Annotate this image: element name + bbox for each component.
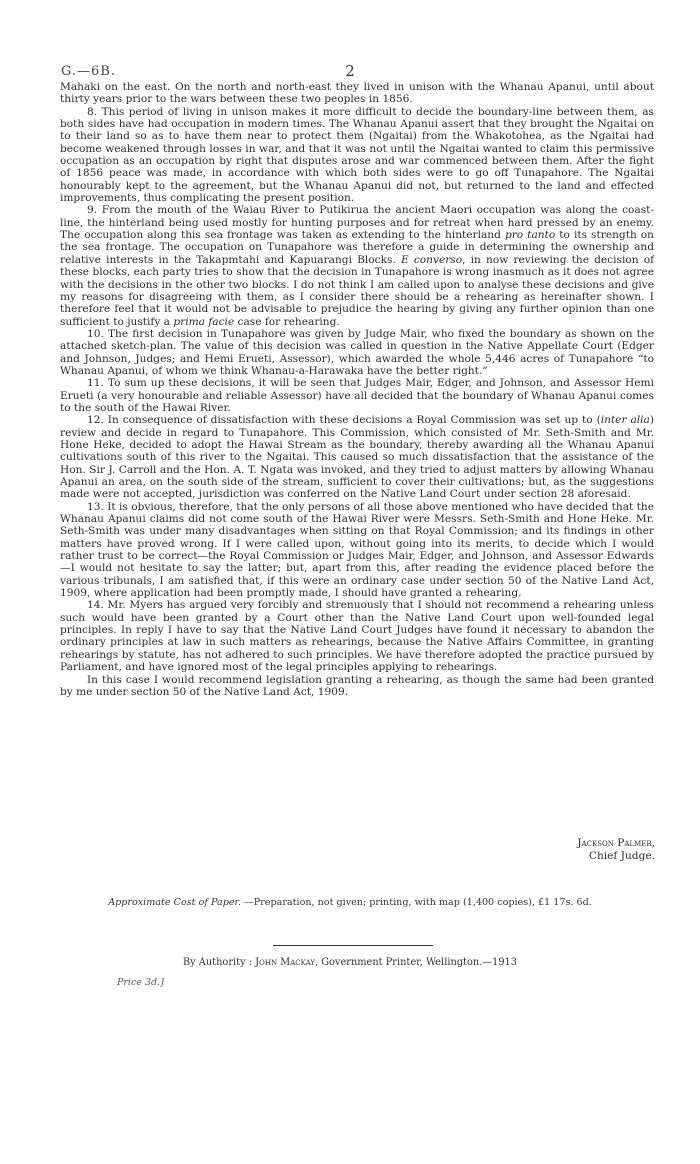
- cost-line: [0, 897, 700, 908]
- paragraph-13: 13. It is obvious, therefore, that the only persons of all those above mentioned who have decided that the Whanau Apanui claims did not come south of the Hawai River were Messrs. Seth-Smith and Hone Heke. Mr. Seth-Smith was under many disadvantages when sitting on that Royal Commission; and its findings in other matters have proved wrong. If I were called upon, without going into its merits, to decide which I would rather trust to be correct—the Royal Commission or Judges Mair, Edger, and Johnson, and Assessor Edwards—I would not hesitate to say the latter; but, apart from this, after reading the evidence placed before the various tribunals, I am satisfied that, if this were an ordinary case under section 50 of the Native Land Act, 1909, where application had been promptly made, I should have granted a rehearing.: [60, 500, 654, 600]
- paragraph-8: 8. This period of living in unison makes it more difficult to decide the boundary-line between them, as both sides have had occupation in modern times. The Whanau Apanui assert that they brought the Ngaitai on to their land so as to have them near to protect them (Ngaitai) from the Whakotohea, as the Ngaitai had become weakened through losses in war, and that it was not until the Ngaitai wanted to claim this permissive occupation as an occupation by right that disputes arose and war commenced between them. After the fight of 1856 peace was made, in accordance with which both sides were to go off Tunapahore. The Ngaitai honourably kept to the agreement, but the Whanau Apanui did not, but returned to the land and effected improvements, thus complicating the present position.: [60, 105, 654, 205]
- cost-text: —Preparation, not given; printing, with map (1,400 copies), £1 17s. 6d.: [244, 897, 592, 908]
- page-number: 2: [345, 62, 355, 80]
- footer-divider: [273, 945, 433, 946]
- paragraph-7-continuation: Mahaki on the east. On the north and north-east they lived in unison with the Whanau Apanui, until about thirty years prior to the wars between these two peoples in 1856.: [60, 81, 654, 106]
- printer-line: [0, 957, 700, 968]
- cost-label: Approximate Cost of Paper.: [108, 897, 242, 908]
- closing-paragraph: In this case I would recommend legislation granting a rehearing, as though the same had been granted by me under section 50 of the Native Land Act, 1909.: [60, 673, 654, 698]
- paragraph-10: 10. The first decision in Tunapahore was given by Judge Mair, who fixed the boundary as shown on the attached sketch-plan. The value of this decision was called in question in the Native Appellate Court (Edger and Johnson, Judges; and Hemi Erueti, Assessor), which awarded the whole 5,446 acres of Tunapahore “to Whanau Apanui, of whom we think Whanau-a-Harawaka have the better right.”: [60, 327, 654, 377]
- printer-details: Government Printer, Wellington.—1913: [321, 957, 518, 968]
- document-code: G.—6B.: [61, 64, 117, 79]
- body-text: [60, 81, 654, 698]
- printer-name: John Mackay,: [255, 957, 319, 968]
- paragraph-11: 11. To sum up these decisions, it will be seen that Judges Mair, Edger, and Johnson, and Assessor Hemi Erueti (a very honourable and reliable Assessor) have all decided that the boundary of Whanau Apanui comes to the south of the Hawai River.: [60, 377, 654, 414]
- paragraph-9: 9. From the mouth of the Waiau River to Putikirua the ancient Maori occupation was along the coast-line, the hinterland being used mostly for hunting purposes and for retreat when hard pressed by an enemy. The occupation along this sea frontage was taken as extending to the hinterland pro tanto to its strength on the sea frontage. The occupation on Tunapahore was therefore a guide in determining the ownership and relative interests in the Takapmtahi and Kapuarangi Blocks. E converso, in now reviewing the decision of these blocks, each party tries to show that the decision in Tunapahore is wrong inasmuch as it does not agree with the decisions in the other two blocks. I do not think I am called upon to analyse these decisions and give my reasons for disagreeing with them, as I consider there should be a rehearing as hereinafter shown. I therefore feel that it would not be advisable to prejudice the hearing by giving any further opinion than one sufficient to justify a prima facie case for rehearing.: [60, 204, 655, 328]
- paragraph-12: 12. In consequence of dissatisfaction with these decisions a Royal Commission was set up to (inter alia) review and decide in regard to Tunapahore. This Commission, which consisted of Mr. Seth-Smith and Mr. Hone Heke, decided to adopt the Hawai Stream as the boundary, thereby awarding all the Whanau Apanui cultivations south of this river to the Ngaitai. This caused so much dissatisfaction that the assistance of the Hon. Sir J. Carroll and the Hon. A. T. Ngata was invoked, and they tried to adjust matters by allowing Whanau Apanui an area, on the south side of the stream, sufficient to cover their cultivations; but, as the suggestions made were not accepted, jurisdiction was conferred on the Native Land Court under section 28 aforesaid.: [60, 414, 655, 501]
- price-note: Price 3d.]: [117, 977, 164, 988]
- paragraph-14: 14. Mr. Myers has argued very forcibly and strenuously that I should not recommend a rehearing unless such would have been granted by a Court other than the Native Land Court upon well-founded legal principles. In reply I have to say that the Native Land Court Judges have found it necessary to abandon the ordinary principles at law in such matters as rehearings, because the Native Affairs Committee, in granting rehearings by statute, has not adhered to such principles. We have therefore adopted the practice pursued by Parliament, and have ignored most of the legal principles applying to rehearings.: [60, 599, 654, 674]
- signatory-name: Jackson Palmer,: [577, 837, 655, 849]
- authority-prefix: By Authority :: [182, 957, 253, 968]
- signatory-title: Chief Judge.: [588, 850, 655, 862]
